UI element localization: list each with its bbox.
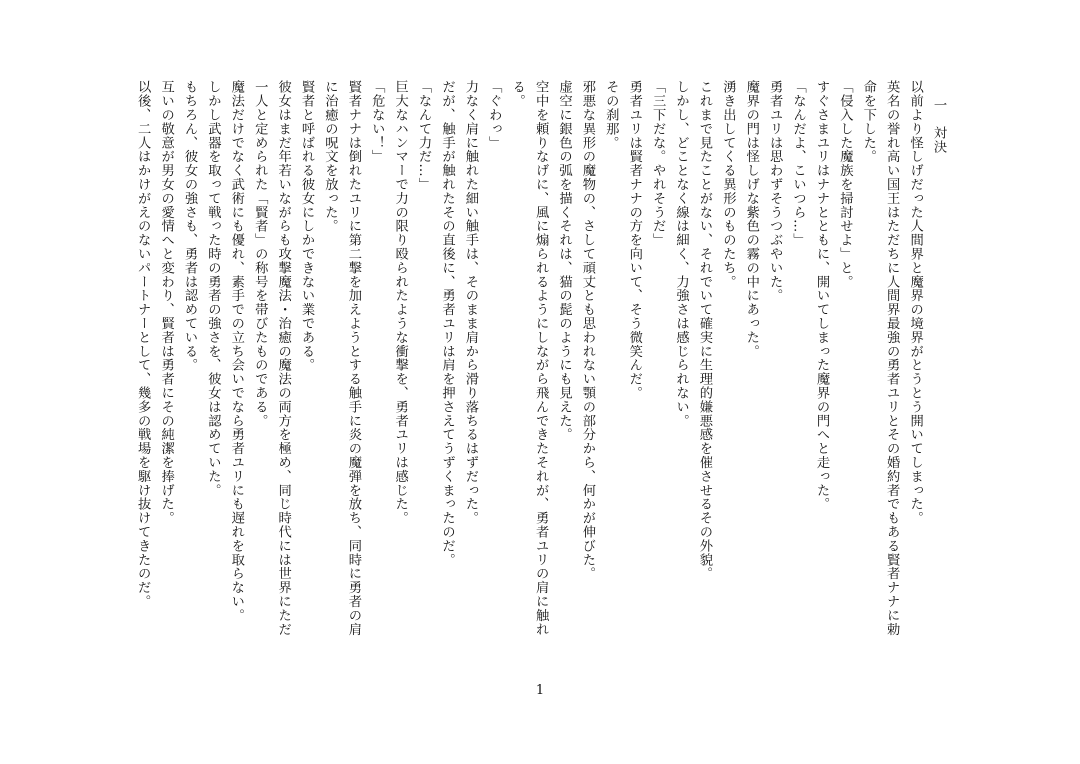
text-line: すぐさまユリはナナとともに、開いてしまった魔界の門へと走った。 <box>813 80 829 511</box>
text-line: 魔界の門は怪しげな紫色の霧の中にあった。 <box>743 80 759 358</box>
text-line: 「侵入した魔族を掃討せよ」と。 <box>837 80 853 289</box>
text-line: その刹那。 <box>603 80 619 150</box>
text-line: 「ぐわっ」 <box>486 80 502 150</box>
text-line: 湧き出してくる異形のものたち。 <box>720 80 736 289</box>
text-line: に治癒の呪文を放った。 <box>322 80 338 233</box>
text-line: 虚空に銀色の弧を描くそれは、猫の髭のようにも見えた。 <box>556 80 572 442</box>
text-line: 邪悪な異形の魔物の、さして頑丈とも思われない顎の部分から、何かが伸びた。 <box>579 80 595 581</box>
text-line: 「危ない！」 <box>369 80 385 164</box>
text-line: 賢者と呼ばれる彼女にしかできない業である。 <box>299 80 315 372</box>
text-line: 巨大なハンマーで力の限り殴られたような衝撃を、勇者ユリは感じた。 <box>392 80 408 525</box>
text-line: 力なく肩に触れた細い触手は、そのまま肩から滑り落ちるはずだった。 <box>462 80 478 525</box>
text-line: しかし武器を取って戦った時の勇者の強さを、彼女は認めていた。 <box>205 80 221 497</box>
text-line: 互いの敬意が男女の愛情へと変わり、賢者は勇者にその純潔を捧げた。 <box>158 80 174 525</box>
text-line: 「なんだよ、こいつら…」 <box>790 80 806 247</box>
text-line: 勇者ユリは賢者ナナの方を向いて、そう微笑んだ。 <box>626 80 642 400</box>
text-line: これまで見たことがない、それでいて確実に生理的嫌悪感を催させるその外貌。 <box>696 80 712 581</box>
text-line: 一人と定められた「賢者」の称号を帯びたものである。 <box>252 80 268 428</box>
text-line: 命を下した。 <box>860 80 876 164</box>
text-line: もちろん、彼女の強さも、勇者は認めている。 <box>182 80 197 372</box>
text-line: 以後、二人はかけがえのないパートナーとして、幾多の戦場を駆け抜けてきたのだ。 <box>135 80 151 609</box>
text-line: 賢者ナナは倒れたユリに第二撃を加えようとする触手に炎の魔弾を放ち、同時に勇者の肩 <box>345 80 361 636</box>
page-number: 1 <box>535 683 545 698</box>
text-line: 彼女はまだ年若いながらも攻撃魔法・治癒の魔法の両方を極め、同じ時代には世界にただ <box>275 80 291 636</box>
text-line: 空中を頼りなげに、風に煽られるようにしながら飛んできたそれが、勇者ユリの肩に触れ <box>533 80 549 636</box>
text-line: 以前より怪しげだった人間界と魔界の境界がとうとう開いてしまった。 <box>907 80 923 525</box>
chapter-heading: 一 対決 <box>931 98 946 154</box>
text-line: 「三下だな。やれそうだ」 <box>650 80 666 247</box>
text-line: る。 <box>509 80 525 108</box>
text-line: だが、触手が触れたその直後に、勇者ユリは肩を押さえてうずくまったのだ。 <box>439 80 455 567</box>
text-line: 英名の誉れ高い国王はただちに人間界最強の勇者ユリとその婚約者でもある賢者ナナに勅 <box>884 80 900 636</box>
vertical-text-body <box>130 80 950 680</box>
text-line: 勇者ユリは思わずそうつぶやいた。 <box>767 80 783 303</box>
text-line: 「なんて力だ…」 <box>416 80 432 192</box>
text-line: 魔法だけでなく武術にも優れ、素手での立ち会いでなら勇者ユリにも遅れを取らない。 <box>228 80 244 623</box>
text-line: しかし、どことなく線は細く、力強さは感じられない。 <box>673 80 689 428</box>
